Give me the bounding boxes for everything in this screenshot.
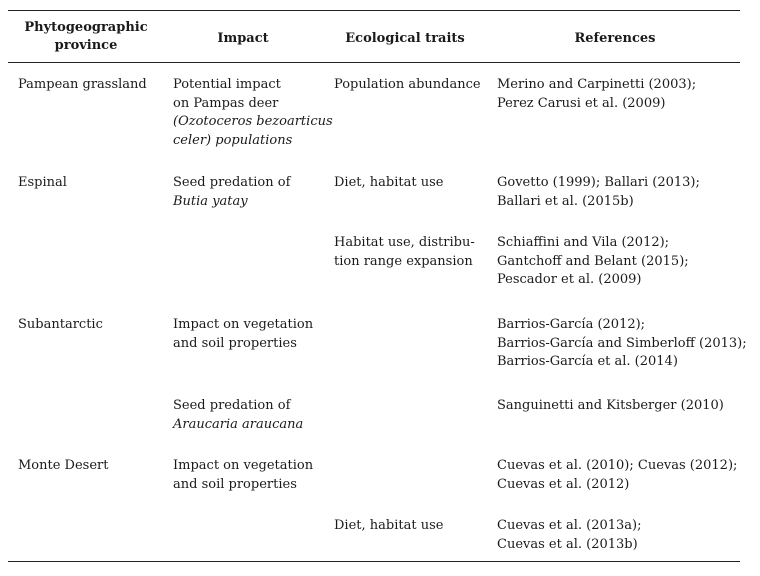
header-impact: Impact <box>217 31 269 46</box>
table-top-rule <box>8 10 740 11</box>
reference-line: Schiaffini and Vila (2012); <box>497 235 670 250</box>
header-traits: Ecological traits <box>345 31 465 46</box>
row-espinal-references <box>497 174 700 211</box>
impact-line-italic <box>173 113 333 132</box>
reference-line: Cuevas et al. (2010); Cuevas (2012); <box>497 458 738 473</box>
species-name: Araucaria araucana <box>173 416 304 432</box>
impact-line: and soil properties <box>173 335 297 351</box>
reference-line: Govetto (1999); Ballari (2013); <box>497 175 700 190</box>
impact-line: and soil properties <box>173 476 297 492</box>
reference-line: Perez Carusi et al. (2009) <box>497 95 666 111</box>
row-pampean-impact <box>173 76 333 150</box>
reference-line: Cuevas et al. (2013b) <box>497 536 638 552</box>
row-subantarctic2-references <box>497 397 724 416</box>
impact-line: Impact on vegetation <box>173 317 314 332</box>
row-pampean-province: Pampean grassland <box>18 77 147 92</box>
traits-line: Population abundance <box>334 77 481 92</box>
reference-line: Cuevas et al. (2013a); <box>497 518 642 533</box>
reference-line: Barrios-García (2012); <box>497 317 646 332</box>
row-espinal-traits <box>334 174 443 193</box>
species-name: celer) populations <box>173 132 293 148</box>
table-header-rule <box>8 62 740 63</box>
impact-line-italic <box>173 193 290 212</box>
impact-line: Potential impact <box>173 77 281 92</box>
row-monte2-references <box>497 517 642 554</box>
table-bottom-rule <box>8 561 740 562</box>
row-monte-province: Monte Desert <box>18 458 109 473</box>
species-name: (Ozotoceros bezoarticus <box>173 114 333 129</box>
row-pampean-references <box>497 76 696 113</box>
reference-line: Sanguinetti and Kitsberger (2010) <box>497 398 724 413</box>
row-subantarctic-province: Subantarctic <box>18 317 103 332</box>
header-province <box>18 19 154 55</box>
row-subantarctic-references <box>497 316 747 372</box>
impact-line-italic <box>173 132 333 151</box>
reference-line: Cuevas et al. (2012) <box>497 476 630 492</box>
traits-line: Diet, habitat use <box>334 518 444 533</box>
reference-line: Pescador et al. (2009) <box>497 272 642 287</box>
header-province-line2: province <box>54 38 118 53</box>
species-name: Butia yatay <box>173 193 248 209</box>
impact-line-italic <box>173 416 303 435</box>
reference-line: Barrios-García and Simberloff (2013); <box>497 335 747 351</box>
reference-line: Ballari et al. (2015b) <box>497 193 634 209</box>
traits-line: tion range expansion <box>334 253 473 269</box>
row-subantarctic-impact <box>173 316 313 353</box>
impact-line: Seed predation of <box>173 398 291 413</box>
row-espinal-province: Espinal <box>18 175 67 190</box>
impact-line: Seed predation of <box>173 175 291 190</box>
row-espinal2-references <box>497 234 689 290</box>
traits-line: Habitat use, distribu- <box>334 235 475 250</box>
reference-line: Gantchoff and Belant (2015); <box>497 253 689 269</box>
header-references: References <box>574 31 656 46</box>
row-monte2-traits <box>334 517 443 536</box>
row-subantarctic2-impact <box>173 397 303 434</box>
row-monte-impact <box>173 457 313 494</box>
header-province-line1: Phytogeographic <box>24 20 148 35</box>
row-pampean-traits <box>334 76 481 95</box>
impact-line: Impact on vegetation <box>173 458 314 473</box>
row-monte-references <box>497 457 737 494</box>
row-espinal2-traits <box>334 234 475 271</box>
traits-line: Diet, habitat use <box>334 175 444 190</box>
reference-line: Barrios-García et al. (2014) <box>497 354 678 369</box>
impact-line: on Pampas deer <box>173 95 279 111</box>
reference-line: Merino and Carpinetti (2003); <box>497 77 697 92</box>
row-espinal-impact <box>173 174 290 211</box>
